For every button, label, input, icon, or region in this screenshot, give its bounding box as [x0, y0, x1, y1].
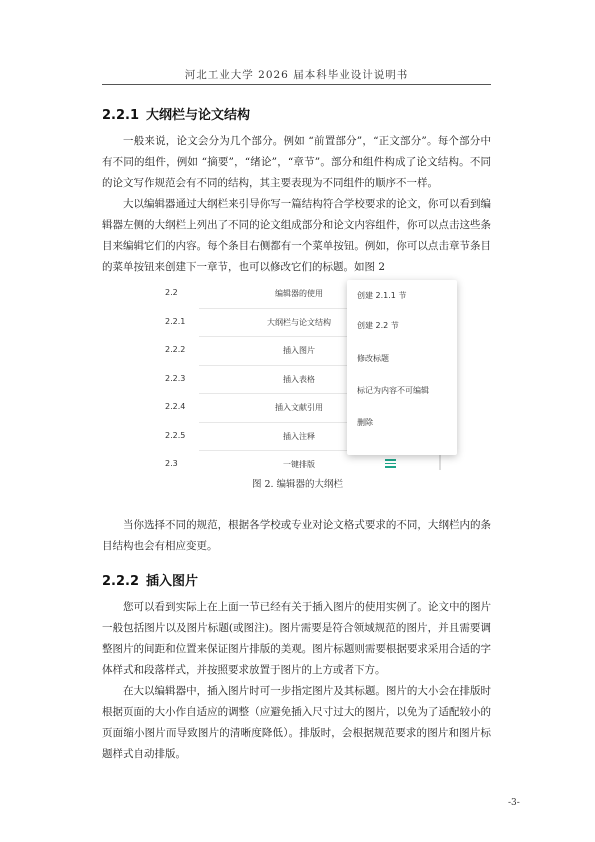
outline-row-number: 2.2.5: [165, 430, 186, 440]
figure-outline-screenshot: [159, 280, 444, 470]
context-menu: [347, 280, 457, 455]
paragraph: 您可以看到实际上在上面一节已经有关于插入图片的使用实例了。论文中的图片一般包括图片以及图片标题(或图注)。图片需要是符合领域规范的图片，并且需要调整图片的间距和位置来保证图片排版的美观。图片标题则需要根据要求采用合适的字体样式和段落样式，并按照要求放置于图片的上方或者下方。: [102, 601, 491, 676]
section-heading-2-2-1: [102, 104, 250, 123]
outline-row-number: 2.2.1: [165, 316, 186, 326]
outline-row-number: 2.2: [165, 288, 178, 297]
menu-item-create-section[interactable]: 创建 2.2 节: [357, 321, 399, 330]
menu-item-lock-content[interactable]: 标记为内容不可编辑: [357, 386, 429, 395]
outline-row-title: 插入图片: [283, 346, 315, 355]
outline-row-number: 2.2.2: [165, 345, 186, 354]
outline-row-title: 大纲栏与论文结构: [267, 317, 331, 327]
paragraph: 大以编辑器通过大纲栏来引导你写一篇结构符合学校要求的论文，你可以看到编辑器左侧的大纲栏上列出了不同的论文组成部分和论文内容组件，你可以点击这些条目来编辑它们的内容。每个条目右侧都有一个菜单按钮。例如，你可以点击章节条目的菜单按钮来创建下一章节，也可以修改它们的标题。如图 2: [102, 198, 491, 273]
outline-row-number: 2.2.3: [165, 373, 186, 383]
menu-item-rename[interactable]: 修改标题: [357, 354, 389, 363]
section-number: 2.2.1: [102, 108, 140, 123]
menu-item-create-subsection[interactable]: 创建 2.1.1 节: [357, 291, 407, 300]
paragraph: 当你选择不同的规范，根据各学校或专业对论文格式要求的不同，大纲栏内的条目结构也会有相应变更。: [102, 519, 491, 552]
outline-row-title: 编辑器的使用: [275, 289, 323, 298]
section-title: 大纲栏与论文结构: [146, 108, 251, 123]
page-number: -3-: [508, 798, 520, 808]
outline-row-title: 插入表格: [283, 374, 315, 384]
paragraph: 在大以编辑器中，插入图片时可一步指定图片及其标题。图片的大小会在排版时根据页面的大小作自适应的调整（应避免插入尺寸过大的图片，以免为了适配较小的页面缩小图片而导致图片的清晰度降低）。排版时，会根据规范要求的图片和图片标题样式自动排版。: [102, 685, 491, 760]
outline-row-number: 2.2.4: [165, 402, 186, 411]
section-title: 插入图片: [146, 574, 199, 589]
list-menu-icon[interactable]: [385, 459, 396, 468]
section-number: 2.2.2: [102, 574, 140, 589]
outline-row-title: 插入文献引用: [275, 403, 323, 412]
outline-row-number: 2.3: [165, 459, 178, 468]
header-rule: [102, 84, 491, 85]
menu-item-delete[interactable]: 删除: [357, 418, 373, 427]
paragraph: 一般来说，论文会分为几个部分。例如 “前置部分”，“正文部分”。每个部分中有不同的组件，例如 “摘要”，“绪论”，“章节”。部分和组件构成了论文结构。不同的论文写作规范会有不同的结构，其主要表现为不同组件的顺序不一样。: [102, 135, 491, 189]
outline-row-title: 插入注释: [283, 431, 315, 441]
page-header: 河北工业大学 2026 届本科毕业设计说明书: [184, 69, 409, 81]
figure-caption: 图 2. 编辑器的大纲栏: [251, 479, 344, 490]
outline-row-title: 一键排版: [283, 460, 315, 469]
section-heading-2-2-2: [102, 570, 198, 589]
